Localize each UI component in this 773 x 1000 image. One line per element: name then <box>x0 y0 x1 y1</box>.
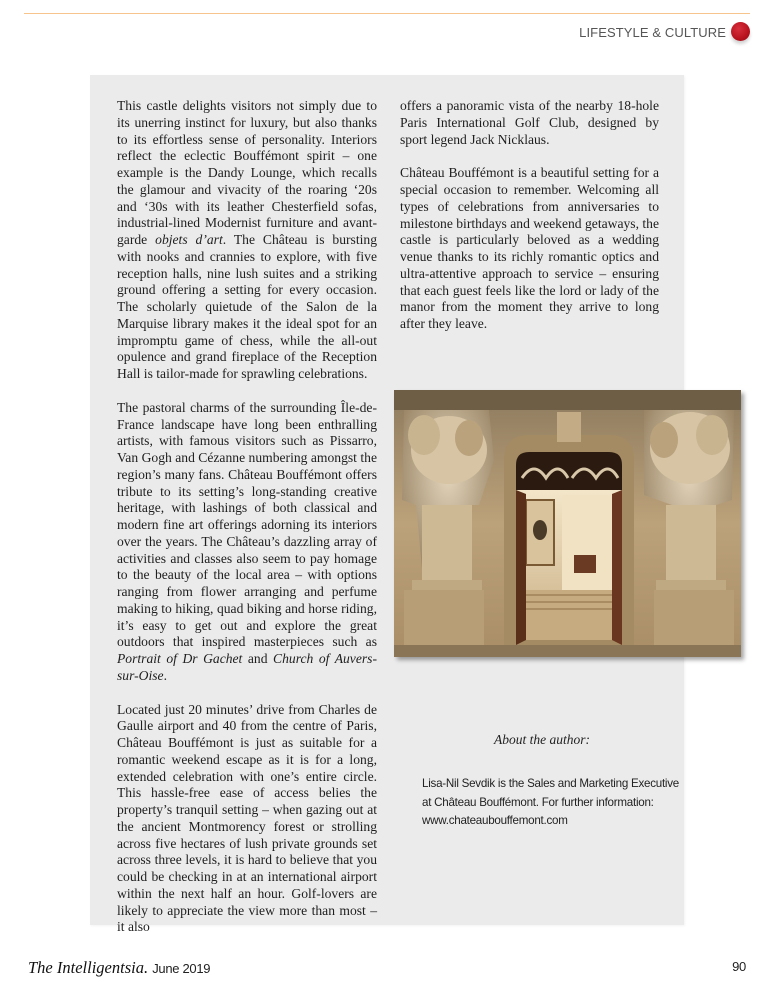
paragraph <box>117 98 377 383</box>
paragraph-text: This castle delights visitors not simply due to its unerring instinct for luxury, but also thanks to its effortless sense of personality. Interiors reflect the eclectic Bouffémont spirit – one example is the Dandy Lounge, which recalls the glamour and vivacity of the roaring ‘20s and ‘30s with its leather Chesterfield sofas, industrial-lined Modernist furniture and avant-garde <box>117 98 377 247</box>
issue-date: June 2019 <box>152 961 211 976</box>
author-bio-line: at Château Bouffémont. For further information: <box>422 795 654 809</box>
section-dot-icon <box>731 22 750 41</box>
paragraph: offers a panoramic vista of the nearby 18-hole Paris International Golf Club, designed by sport legend Jack Nicklaus. <box>400 98 659 147</box>
publication-name: The Intelligentsia. <box>28 958 149 977</box>
door-transom <box>516 452 622 490</box>
keystone-ornament <box>557 412 581 442</box>
paragraph-text: . <box>163 667 167 683</box>
author-website-link[interactable]: www.chateaubouffemont.com <box>422 814 568 827</box>
cornice <box>394 390 741 410</box>
artwork-title: Church of Auvers-sur-Oise <box>117 651 377 683</box>
article-right-column <box>400 98 659 350</box>
paragraph: Located just 20 minutes’ drive from Charles de Gaulle airport and 40 from the centre of Paris, Château Bouffémont is just as suitable for a romantic weekend escape as it is for a long, extended celebration with one’s entire circle. This hassle-free ease of access belies the property’s tranquil setting – when gazing out at the ancient Montmorency forest or strolling across five hectares of lush private grounds set across three levels, it is hard to believe that you could be checking in at an international airport within the next half an hour. Golf-lovers are likely to appreciate the view more than most – it also <box>117 701 377 935</box>
photo-illustration <box>394 390 741 657</box>
about-author-heading: About the author: <box>494 732 590 747</box>
floor <box>394 645 741 657</box>
paragraph-text: . The Château is bursting with nooks and crannies to explore, with five reception halls, nine lush suites and a striking ground offering a setting for every occasion. The scholarly quietude of the Salon de la Marquise library makes it the ideal spot for an impromptu game of chess, while the all-out opulence and grand fireplace of the Reception Hall is tailor-made for sprawling celebrations. <box>117 232 377 381</box>
door-left <box>516 490 526 645</box>
armchair <box>574 555 596 573</box>
header-rule <box>24 13 750 14</box>
paragraph-text: The pastoral charms of the surrounding Île-de-France landscape have long been enthralling artists, with famous visitors such as Pissarro, Van Gogh and Cézanne numbering amongst the region’s many fans. Château Bouffémont offers tribute to its setting’s long-standing creative heritage, with lashings of both classical and modern fine art offerings adorning its interiors over the years. The Château’s dazzling array of activities and classes also seem to pay homage to the beauty of the local area – with options ranging from flower arranging and perfume making to hiking, quad biking and horse riding, it’s easy to get out and explore the great outdoors that inspired masterpieces such as <box>117 399 377 650</box>
page-number: 90 <box>732 959 746 974</box>
author-bio-line: Lisa-Nil Sevdik is the Sales and Marketing Executive <box>422 777 680 790</box>
italic-phrase: objets d’art <box>155 232 223 247</box>
paragraph: Château Bouffémont is a beautiful setting for a special occasion to remember. Welcoming all types of celebrations from anniversaries to milestone birthdays and weekend getaways, the castle is particularly beloved as a wedding venue thanks to its richly romantic optics and ultra-attentive approach to service – ensuring that each guest feels like the lord or lady of the manor from the moment they arrive to long after they leave. <box>400 165 659 331</box>
chateau-doorway-photo <box>394 390 741 657</box>
artwork-title: Portrait of Dr Gachet <box>117 651 243 666</box>
author-bio <box>422 775 684 831</box>
paragraph-text: and <box>242 651 274 666</box>
door-right <box>612 490 622 645</box>
footer-masthead <box>28 958 210 978</box>
paragraph <box>117 400 377 685</box>
section-label: LIFESTYLE & CULTURE <box>579 25 726 40</box>
article-left-column <box>117 98 377 953</box>
